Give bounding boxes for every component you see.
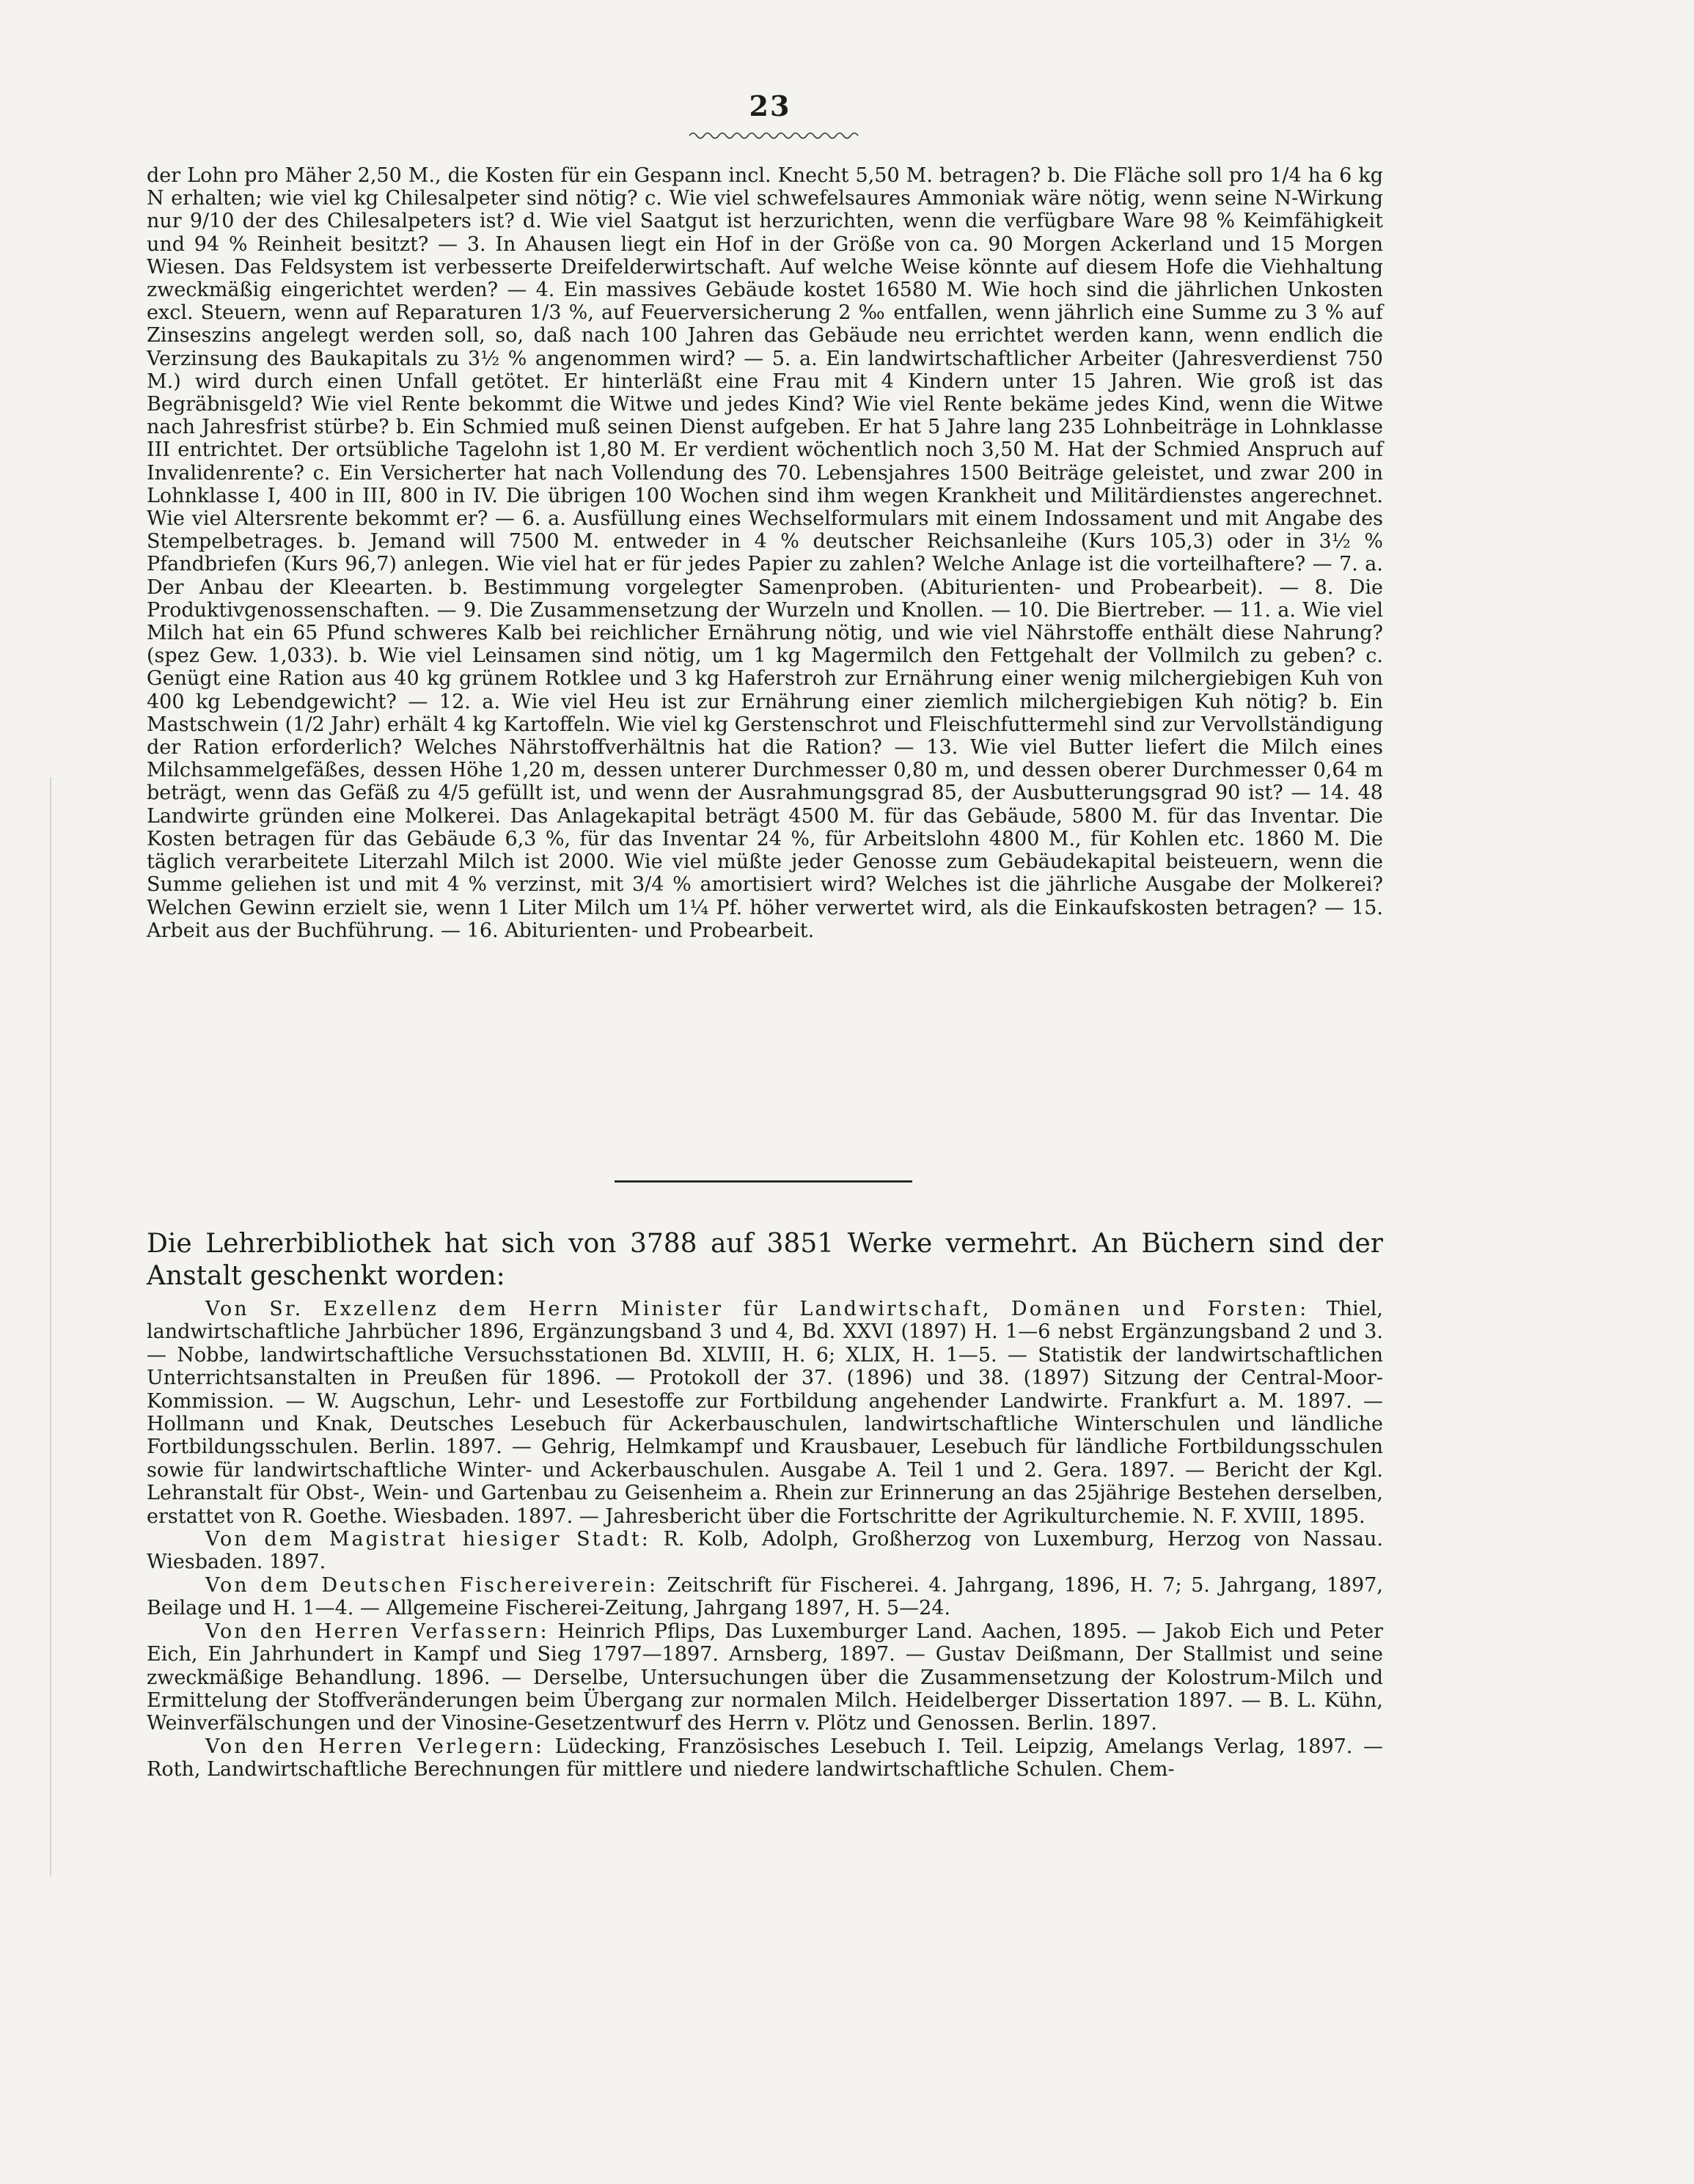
donation-text: Heinrich Pflips, Das Luxemburger Land. Aachen, 1895. — Jakob Eich und Peter Eich, Ein Jahrhundert in Kampf und Sieg 1797—1897. Arnsberg, 1897. — Gustav Deißmann, Der Stallmist und seine zweckmäßige Behandlung. 1896. — Derselbe, Untersuchungen über die Zusammensetzung der Kolostrum-Milch und Ermittelung der Stoffveränderungen beim Übergang zur normalen Milch. Heidelberger Dissertation 1897. — B. L. Kühn, Weinverfälschungen und der Vinosine-Gesetzentwurf des Herrn v. Plötz und Genossen. Berlin. 1897. [147,1619,1383,1735]
donation-entry [147,1574,1383,1620]
donations-list [147,1298,1383,1782]
wavy-ornament [688,129,861,142]
donation-text: R. Kolb, Adolph, Großherzog von Luxemburg, Herzog von Nassau. Wiesbaden. 1897. [147,1528,1384,1574]
donation-text: Thiel, landwirtschaftliche Jahrbücher 1896, Ergänzungsband 3 und 4, Bd. XXVI (1897) H. 1—6 nebst Ergänzungsband 2 und 3. — Nobbe, landwirtschaftliche Versuchsstationen Bd. XLVIII, H. 6; XLIX, H. 1—5. — Statistik der landwirtschaftlichen Unterrichtsanstalten in Preußen für 1896. — Protokoll der 37. (1896) und 38. (1897) Sitzung der Central-Moor-Kommission. — W. Augschun, Lehr- und Lesestoffe zur Fortbildung angehender Landwirte. Frankfurt a. M. 1897. — Hollmann und Knak, Deutsches Lesebuch für Ackerbauschulen, landwirtschaftliche Winterschulen und ländliche Fortbildungsschulen. Berlin. 1897. — Gehrig, Helmkampf und Krausbauer, Lesebuch für ländliche Fortbildungsschulen sowie für landwirtschaftliche Winter- und Ackerbauschulen. Ausgabe A. Teil 1 und 2. Gera. 1897. — Bericht der Kgl. Lehranstalt für Obst-, Wein- und Gartenbau zu Geisenheim a. Rhein zur Erinnerung an das 25jährige Bestehen derselben, erstattet von R. Goethe. Wiesbaden. 1897. — Jahresbericht über die Fortschritte der Agrikulturchemie. N. F. XVIII, 1895. [147,1298,1383,1528]
donor-name: Von den Herren Verfassern: [205,1619,549,1643]
donation-entry [147,1620,1383,1735]
donor-name: Von dem Deutschen Fischereiverein: [205,1573,659,1597]
donation-text: Lüdecking, Französisches Lesebuch I. Teil. Leipzig, Amelangs Verlag, 1897. — Roth, Landwirtschaftliche Berechnungen für mittlere und niedere landwirtschaftliche Schulen. Chem- [147,1735,1383,1782]
donor-name: Von den Herren Verlegern: [205,1735,545,1758]
binding-shadow [50,777,51,1877]
donation-entry [147,1735,1383,1782]
donation-entry [147,1298,1383,1528]
donation-entry [147,1528,1383,1574]
library-intro: Die Lehrerbibliothek hat sich von 3788 auf 3851 Werke vermehrt. An Büchern sind der Anstalt geschenkt worden: [147,1229,1383,1291]
donor-name: Von Sr. Exzellenz dem Herrn Minister für Landwirtschaft, Domänen und Forsten: [205,1298,1309,1320]
donation-text: Zeitschrift für Fischerei. 4. Jahrgang, 1896, H. 7; 5. Jahrgang, 1897, Beilage und H. 1—4. — Allgemeine Fischerei-Zeitung, Jahrgang 1897, H. 5—24. [147,1573,1383,1620]
donor-name: Von dem Magistrat hiesiger Stadt: [205,1528,650,1551]
section-divider [615,1180,912,1183]
exam-questions-paragraph: der Lohn pro Mäher 2,50 M., die Kosten für ein Gespann incl. Knecht 5,50 M. betragen? b. Die Fläche soll pro 1/4 ha 6 kg N erhalten; wie viel kg Chilesalpeter sind nötig? c. Wie viel schwefelsaures Ammoniak wäre nötig, wenn seine N-Wirkung nur 9/10 der des Chilesalpeters ist? d. Wie viel Saatgut ist herzurichten, wenn die verfügbare Ware 98 % Keimfähigkeit und 94 % Reinheit besitzt? — 3. In Ahausen liegt ein Hof in der Größe von ca. 90 Morgen Ackerland und 15 Morgen Wiesen. Das Feldsystem ist verbesserte Dreifelderwirtschaft. Auf welche Weise könnte auf diesem Hofe die Viehhaltung zweckmäßig eingerichtet werden? — 4. Ein massives Gebäude kostet 16580 M. Wie hoch sind die jährlichen Unkosten excl. Steuern, wenn auf Reparaturen 1/3 %, auf Feuerversicherung 2 ‰ entfallen, wenn jährlich eine Summe zu 3 % auf Zinseszins angelegt werden soll, so, daß nach 100 Jahren das Gebäude neu errichtet werden kann, wenn endlich die Verzinsung des Baukapitals zu 3½ % angenommen wird? — 5. a. Ein landwirtschaftlicher Arbeiter (Jahresverdienst 750 M.) wird durch einen Unfall getötet. Er hinterläßt eine Frau mit 4 Kindern unter 15 Jahren. Wie groß ist das Begräbnisgeld? Wie viel Rente bekommt die Witwe und jedes Kind? Wie viel Rente bekäme jedes Kind, wenn die Witwe nach Jahresfrist stürbe? b. Ein Schmied muß seinen Dienst aufgeben. Er hat 5 Jahre lang 235 Lohnbeiträge in Lohnklasse III entrichtet. Der ortsübliche Tagelohn ist 1,80 M. Er verdient wöchentlich noch 3,50 M. Hat der Schmied Anspruch auf Invalidenrente? c. Ein Versicherter hat nach Vollendung des 70. Lebensjahres 1500 Beiträge geleistet, und zwar 200 in Lohnklasse I, 400 in III, 800 in IV. Die übrigen 100 Wochen sind ihm wegen Krankheit und Militärdienstes angerechnet. Wie viel Altersrente bekommt er? — 6. a. Ausfüllung eines Wechselformulars mit einem Indossament und mit Angabe des Stempelbetrages. b. Jemand will 7500 M. entweder in 4 % deutscher Reichsanleihe (Kurs 105,3) oder in 3½ % Pfandbriefen (Kurs 96,7) anlegen. Wie viel hat er für jedes Papier zu zahlen? Welche Anlage ist die vorteilhaftere? — 7. a. Der Anbau der Kleearten. b. Bestimmung vorgelegter Samenproben. (Abiturienten- und Probearbeit). — 8. Die Produktivgenossenschaften. — 9. Die Zusammensetzung der Wurzeln und Knollen. — 10. Die Biertreber. — 11. a. Wie viel Milch hat ein 65 Pfund schweres Kalb bei reichlicher Ernährung nötig, und wie viel Nährstoffe enthält diese Nahrung? (spez Gew. 1,033). b. Wie viel Leinsamen sind nötig, um 1 kg Magermilch den Fettgehalt der Vollmilch zu geben? c. Genügt eine Ration aus 40 kg grünem Rotklee und 3 kg Haferstroh zur Ernährung einer wenig milchergiebigen Kuh von 400 kg Lebendgewicht? — 12. a. Wie viel Heu ist zur Ernährung einer ziemlich milchergiebigen Kuh nötig? b. Ein Mastschwein (1/2 Jahr) erhält 4 kg Kartoffeln. Wie viel kg Gerstenschrot und Fleischfuttermehl sind zur Vervollständigung der Ration erforderlich? Welches Nährstoffverhältnis hat die Ration? — 13. Wie viel Butter liefert die Milch eines Milchsammelgefäßes, dessen Höhe 1,20 m, dessen unterer Durchmesser 0,80 m, und dessen oberer Durchmesser 0,64 m beträgt, wenn das Gefäß zu 4/5 gefüllt ist, und wenn der Ausrahmungsgrad 85, der Ausbutterungsgrad 90 ist? — 14. 48 Landwirte gründen eine Molkerei. Das Anlagekapital beträgt 4500 M. für das Gebäude, 5800 M. für das Inventar. Die Kosten betragen für das Gebäude 6,3 %, für das Inventar 24 %, für Arbeitslohn 4800 M., für Kohlen etc. 1860 M. Die täglich verarbeitete Literzahl Milch ist 2000. Wie viel müßte jeder Genosse zum Gebäudekapital beisteuern, wenn die Summe geliehen ist und mit 4 % verzinst, mit 3/4 % amortisiert wird? Welches ist die jährliche Ausgabe der Molkerei? Welchen Gewinn erzielt sie, wenn 1 Liter Milch um 1¼ Pf. höher verwertet wird, als die Einkaufskosten betragen? — 15. Arbeit aus der Buchführung. — 16. Abiturienten- und Probearbeit. [147,164,1383,942]
page-number: 23 [749,89,791,122]
